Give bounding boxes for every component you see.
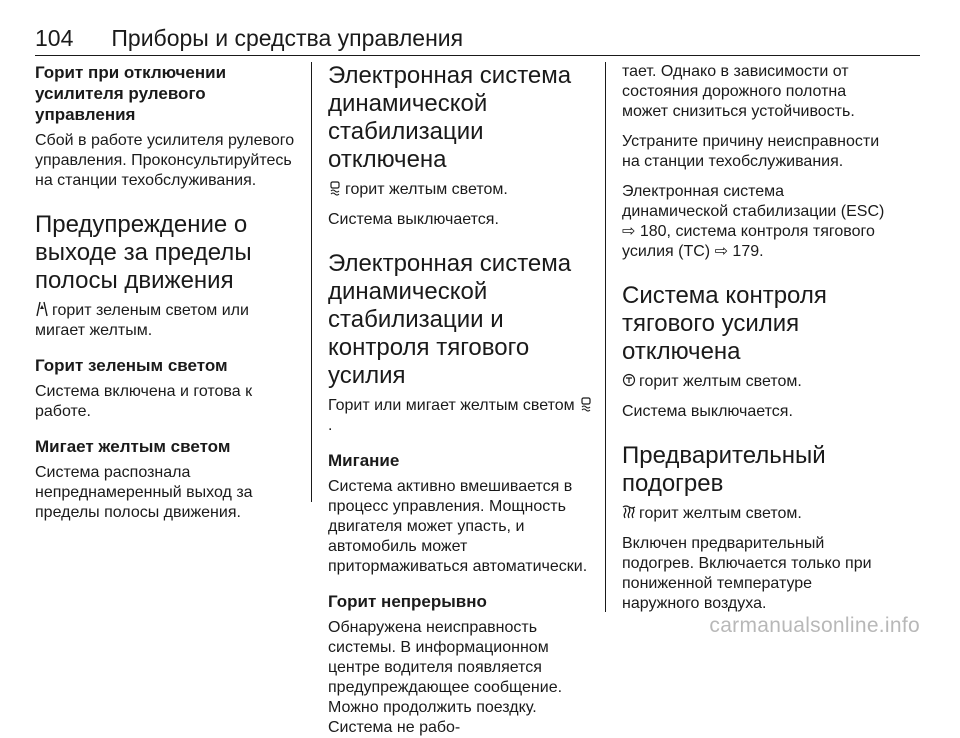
preheat-coil-icon: [622, 504, 636, 520]
section-heading-steering-assist: Горит при отключении усилителя рулевого управления: [35, 63, 227, 124]
paragraph: Система выключается.: [622, 403, 793, 420]
paragraph: Включен предварительный подогрев. Включается только при пониженной температуре наружного воздуха.: [622, 535, 872, 612]
section-title-esc-off: Электронная система динамической стабилизации отключена: [328, 62, 572, 173]
section-title-preheat: Предварительный подогрев: [622, 442, 826, 497]
column-3: [622, 62, 892, 612]
text: горит желтым светом.: [639, 373, 802, 390]
paragraph: Электронная система динамической стабилизации (ESC) ⇨ 180, система контроля тягового усилия (TC) ⇨ 179.: [622, 183, 885, 260]
page-title: Приборы и средства управления: [111, 25, 464, 51]
column-divider-1: [311, 62, 312, 502]
paragraph: Обнаружена неисправность системы. В информационном центре водителя появляется предупреждающее сообщение. Можно продолжить поездку. Система не рабо-: [328, 619, 563, 736]
text: горит желтым светом.: [345, 181, 508, 198]
column-divider-2: [605, 62, 606, 612]
page-number: 104: [35, 25, 74, 51]
watermark: carmanualsonline.info: [709, 614, 920, 637]
paragraph: Система включена и готова к работе.: [35, 383, 253, 420]
section-title-esc-tc: Электронная система динамической стабилизации и контроля тягового усилия: [328, 250, 572, 389]
lane-departure-icon: [35, 301, 49, 317]
paragraph-with-icon: [622, 372, 892, 392]
subheading-blinking: Мигание: [328, 451, 400, 470]
paragraph-with-icon: [328, 180, 596, 200]
text: горит желтым светом.: [639, 505, 802, 522]
tc-off-icon: [622, 372, 636, 388]
page-header: [35, 22, 920, 56]
column-2: [328, 62, 596, 736]
section-title-lane-departure: Предупреждение о выходе за пределы полосы движения: [35, 211, 252, 294]
section-title-tc-off: Система контроля тягового усилия отключена: [622, 282, 827, 365]
paragraph: Система распознала непреднамеренный выход за пределы полосы движения.: [35, 464, 253, 521]
paragraph: Система активно вмешивается в процесс управления. Мощность двигателя может упасть, и автомобиль может притормаживаться автоматически.: [328, 478, 588, 575]
text: Горит или мигает желтым светом: [328, 397, 575, 414]
paragraph-with-icon: [622, 504, 892, 524]
text: горит зеленым светом или мигает желтым.: [35, 302, 249, 339]
paragraph-with-icon: [35, 301, 303, 341]
esc-icon: [579, 396, 593, 412]
paragraph: Устраните причину неисправности на станции техобслуживания.: [622, 133, 880, 170]
subheading-steady: Горит непрерывно: [328, 592, 487, 611]
esc-off-icon: [328, 180, 342, 196]
paragraph: Система выключается.: [328, 211, 499, 228]
paragraph: тает. Однако в зависимости от состояния дорожного полотна может снизиться устойчивость.: [622, 63, 855, 120]
subheading-green: Горит зеленым светом: [35, 356, 228, 375]
paragraph: Сбой в работе усилителя рулевого управления. Проконсультируйтесь на станции техобслуживания.: [35, 132, 295, 189]
column-1: [35, 62, 303, 612]
paragraph-with-icon: Горит или мигает желтым светом .: [328, 396, 596, 436]
subheading-yellow-blink: Мигает желтым светом: [35, 437, 231, 456]
